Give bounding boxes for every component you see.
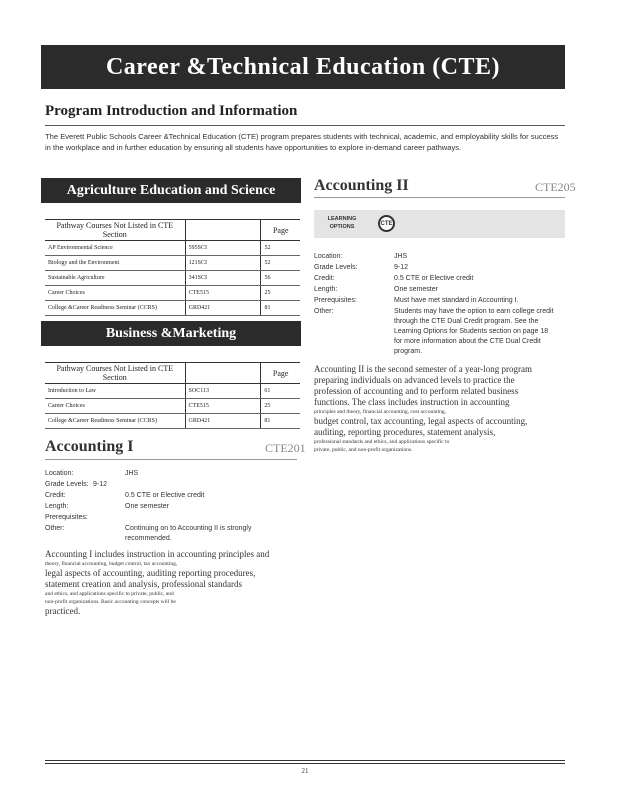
course-code-cell: 121SCI (185, 256, 261, 271)
agriculture-header (41, 178, 301, 203)
page-banner (41, 45, 565, 89)
accounting-1-description (45, 549, 300, 617)
course-name-cell: Sustainable Agriculture (45, 271, 185, 286)
col-header-page: Page (261, 363, 300, 384)
page-cell: 81 (261, 301, 300, 316)
description-line: theory, financial accounting, budget control, tax accounting, (45, 561, 178, 567)
description-line: preparing individuals on advanced levels to practice the (314, 375, 515, 385)
intro-text: The Everett Public Schools Career &Technical Education (CTE) program prepares students with technical, academic, and employability skills for success in the workplace and in further education by ensuring all students have opportunities to explore in-demand career pathways. (45, 132, 559, 152)
course-name-cell: Career Choices (45, 399, 185, 414)
course-code-cell: SOC113 (185, 384, 261, 399)
description-line: profession of accounting and to perform related business (314, 386, 519, 396)
page-cell: 61 (261, 384, 300, 399)
value-other-line-3: Learning Options for Students section on page 18 (394, 328, 549, 335)
label-location: Location: (45, 470, 74, 477)
value-other-line-1: Students may have the option to earn college credit (394, 308, 554, 315)
course-name-cell: AP Environmental Science (45, 241, 185, 256)
intro-heading: Program Introduction and Information (45, 103, 298, 119)
page-number: 21 (301, 767, 309, 775)
accounting-1-code: CTE201 (265, 441, 306, 455)
accounting-2-code: CTE205 (535, 180, 576, 194)
value-other-line-2: through the CTE Dual Credit program. See the (394, 318, 539, 325)
footer-rule-bottom (45, 763, 565, 764)
description-line: professional standards and ethics, and applications specific to (314, 439, 450, 445)
table-row (45, 286, 300, 301)
value-credit: 0.5 CTE or Elective credit (125, 492, 205, 499)
learning-options-box (314, 210, 565, 238)
label-prereq: Prerequisites: (314, 297, 357, 304)
course-code-cell: 341SCI (185, 271, 261, 286)
page-cell: 25 (261, 286, 300, 301)
page-cell: 81 (261, 414, 300, 429)
value-length: One semester (125, 503, 169, 510)
value-grade: 9-12 (93, 481, 108, 488)
intro-divider (45, 125, 565, 126)
table-row (45, 241, 300, 256)
description-line: budget control, tax accounting, legal aspects of accounting, (314, 416, 528, 426)
course-code-cell: GRD421 (185, 414, 261, 429)
table-row (45, 256, 300, 271)
cte-dual-credit-icon (378, 215, 395, 232)
page-cell: 52 (261, 256, 300, 271)
description-line: statement creation and analysis, professional standards (45, 579, 242, 589)
accounting-2-divider (314, 197, 565, 198)
agriculture-table (45, 219, 300, 316)
footer-rule-top (45, 760, 565, 761)
agriculture-title: Agriculture Education and Science (66, 182, 276, 198)
col-header-code (185, 220, 261, 241)
course-name-cell: Biology and the Environment (45, 256, 185, 271)
description-line: principles and theory, financial accounting, cost accounting, (314, 409, 447, 415)
description-line: auditing, reporting procedures, statement analysis, (314, 427, 496, 437)
table-row (45, 271, 300, 286)
value-prereq: Must have met standard in Accounting I. (394, 297, 519, 304)
course-name-cell: Introduction to Law (45, 384, 185, 399)
description-line: Accounting I includes instruction in accounting principles and (45, 549, 270, 559)
course-name-cell: College &Career Readiness Seminar (CCRS) (45, 414, 185, 429)
cte-icon-label: CTE (380, 220, 393, 227)
accounting-2-title: Accounting II (314, 177, 409, 194)
value-other-line-4: for more information about the CTE Dual Credit (394, 338, 541, 345)
business-header (41, 321, 301, 346)
accounting-2-description (314, 364, 566, 454)
description-line: and ethics, and applications specific to private, public, and (45, 591, 174, 597)
value-other-line-1: Continuing on to Accounting II is strongly (125, 525, 252, 532)
label-length: Length: (314, 286, 338, 293)
table-row (45, 414, 300, 429)
label-grade: Grade Levels: (45, 481, 89, 488)
description-line: private, public, and non-profit organizations. (314, 447, 413, 453)
page-cell: 56 (261, 271, 300, 286)
value-other-line-2: recommended. (125, 535, 172, 542)
label-credit: Credit: (314, 275, 335, 282)
table-row (45, 384, 300, 399)
value-grade: 9-12 (394, 264, 409, 271)
business-table (45, 362, 300, 429)
label-length: Length: (45, 503, 69, 510)
label-location: Location: (314, 253, 343, 260)
value-other-line-5: program. (394, 348, 423, 355)
description-line: non-profit organizations. Basic accounting concepts will be (45, 599, 176, 605)
table-row (45, 301, 300, 316)
accounting-1-divider (45, 459, 297, 460)
course-name-cell: College &Career Readiness Seminar (CCRS) (45, 301, 185, 316)
value-location: JHS (125, 470, 139, 477)
accounting-1-title: Accounting I (45, 438, 134, 455)
course-name-cell: Career Choices (45, 286, 185, 301)
label-other: Other: (45, 525, 65, 532)
course-code-cell: GRD421 (185, 301, 261, 316)
page-cell: 25 (261, 399, 300, 414)
description-line: practiced. (45, 606, 81, 616)
label-other: Other: (314, 308, 334, 315)
col-header-page: Page (261, 220, 300, 241)
description-line: functions. The class includes instruction in accounting (314, 397, 510, 407)
col-header-pathway: Pathway Courses Not Listed in CTE Section (45, 363, 185, 384)
course-code-cell: CTE515 (185, 399, 261, 414)
label-credit: Credit: (45, 492, 66, 499)
accounting-1-info (45, 469, 300, 549)
learning-options-label: LEARNING OPTIONS (327, 216, 357, 230)
value-length: One semester (394, 286, 438, 293)
table-row (45, 399, 300, 414)
value-location: JHS (394, 253, 408, 260)
course-code-cell: 595SCI (185, 241, 261, 256)
label-prereq: Prerequisites: (45, 514, 88, 521)
accounting-2-info (314, 252, 566, 362)
value-credit: 0.5 CTE or Elective credit (394, 275, 474, 282)
col-header-code (185, 363, 261, 384)
col-header-pathway: Pathway Courses Not Listed in CTE Section (45, 220, 185, 241)
description-line: Accounting II is the second semester of a year-long program (314, 364, 532, 374)
course-code-cell: CTE515 (185, 286, 261, 301)
banner-title: Career &Technical Education (CTE) (105, 53, 501, 80)
label-grade: Grade Levels: (314, 264, 358, 271)
business-title: Business &Marketing (105, 325, 237, 341)
page-cell: 52 (261, 241, 300, 256)
description-line: legal aspects of accounting, auditing reporting procedures, (45, 568, 256, 578)
